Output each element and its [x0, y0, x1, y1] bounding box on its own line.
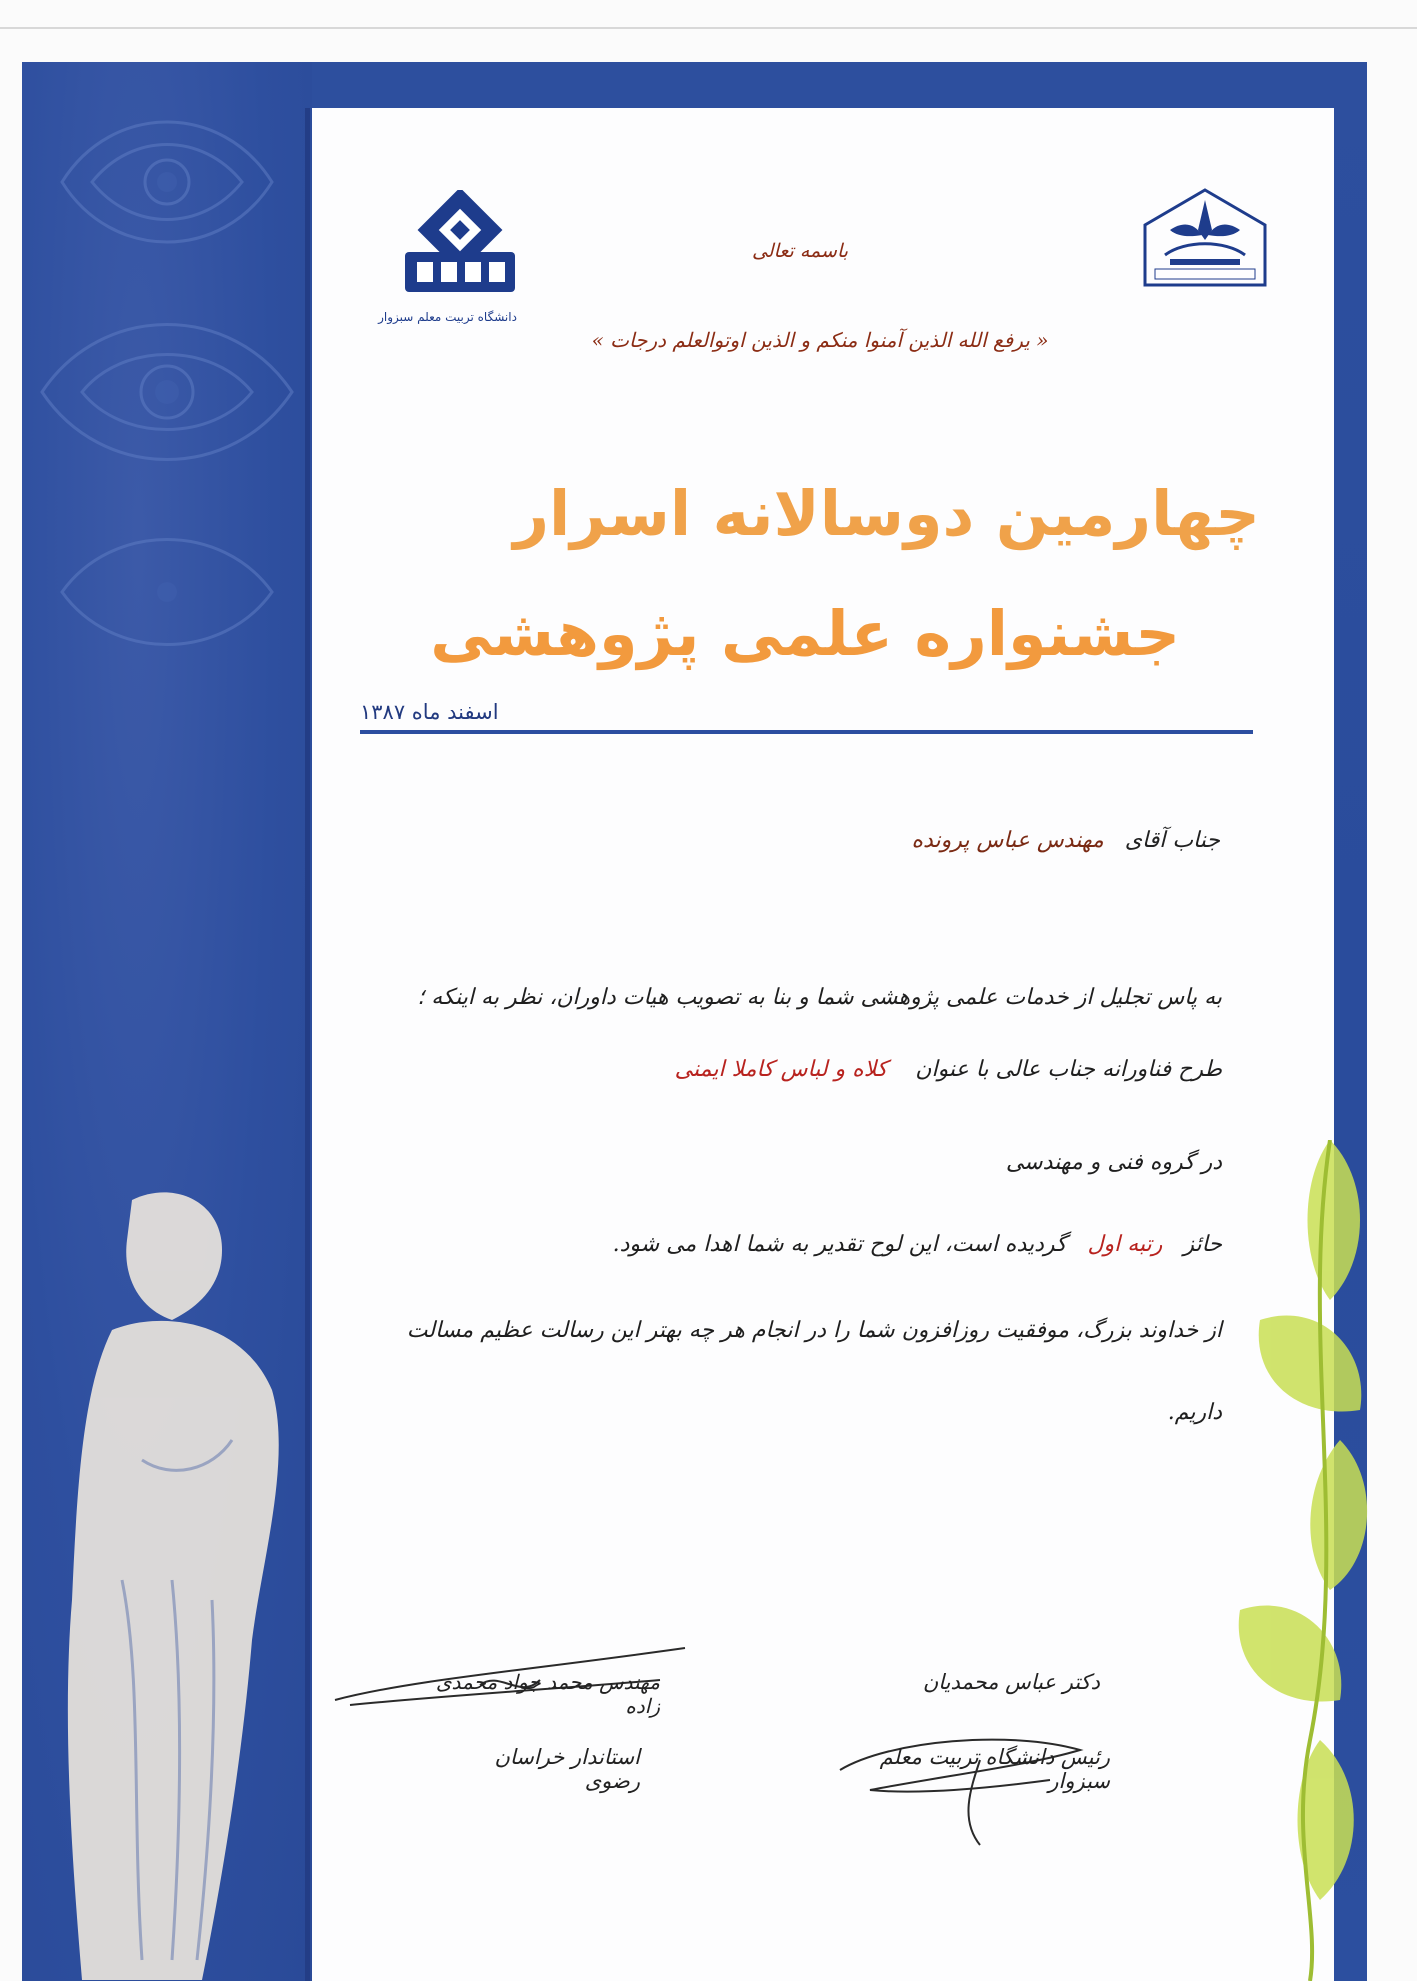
recipient-name: مهندس عباس پرونده: [911, 828, 1104, 853]
signatory-right-role: رئیس دانشگاه تربیت معلم سبزوار: [879, 1745, 1110, 1793]
body-line-1: به پاس تجلیل از خدمات علمی پژوهشی شما و بنا به تصویب هیات داوران، نظر به اینکه ؛: [417, 985, 1222, 1010]
body-line-5: از خداوند بزرگ، موفقیت روزافزون شما را در انجام هر چه بهتر این رسالت عظیم مسالت: [406, 1318, 1222, 1343]
recipient-line: [600, 828, 1220, 853]
floral-ornament-icon: [22, 62, 312, 682]
body-line-4: [360, 1232, 1222, 1257]
scan-edge-line: [0, 27, 1417, 29]
title-divider: [360, 730, 1253, 734]
award-suffix: گردیده است، این لوح تقدیر به شما اهدا می شود.: [612, 1232, 1067, 1257]
paper-border-line: [305, 108, 310, 1981]
green-vine-ornament-icon: [1180, 1140, 1380, 1981]
festival-title-line1: چهارمین دوسالانه اسرار: [513, 477, 1260, 550]
university-logo-caption: دانشگاه تربیت معلم سبزوار: [378, 310, 517, 324]
recipient-prefix: جناب آقای: [1124, 828, 1220, 853]
award-prefix: حائز: [1183, 1232, 1222, 1257]
signatory-right-name: دکتر عباس محمدیان: [922, 1670, 1100, 1694]
issue-date: اسفند ماه ۱۳۸۷: [360, 700, 499, 724]
scholar-statue-icon: [22, 1160, 312, 1980]
body-line-3: در گروه فنی و مهندسی: [1005, 1150, 1222, 1175]
bismillah-heading: باسمه تعالی: [751, 240, 849, 262]
ministry-emblem-icon: [1140, 185, 1270, 295]
award-rank: رتبه اول: [1087, 1232, 1163, 1257]
project-label: طرح فناورانه جناب عالی با عنوان: [915, 1057, 1222, 1082]
signatory-left-role: استاندار خراسان رضوی: [494, 1745, 640, 1793]
body-line-2: [360, 1057, 1222, 1082]
festival-title-line2: جشنواره علمی پژوهشی: [430, 597, 1180, 670]
signatory-left-name: مهندس محمد جواد محمدی زاده: [435, 1670, 660, 1718]
project-title: کلاه و لباس کاملا ایمنی: [674, 1057, 888, 1082]
quran-verse: « یرفع الله الذین آمنوا منکم و الذین اوتوالعلم درجات »: [591, 328, 1049, 352]
university-logo-icon: [395, 190, 525, 310]
body-line-6: داریم.: [1167, 1400, 1222, 1425]
